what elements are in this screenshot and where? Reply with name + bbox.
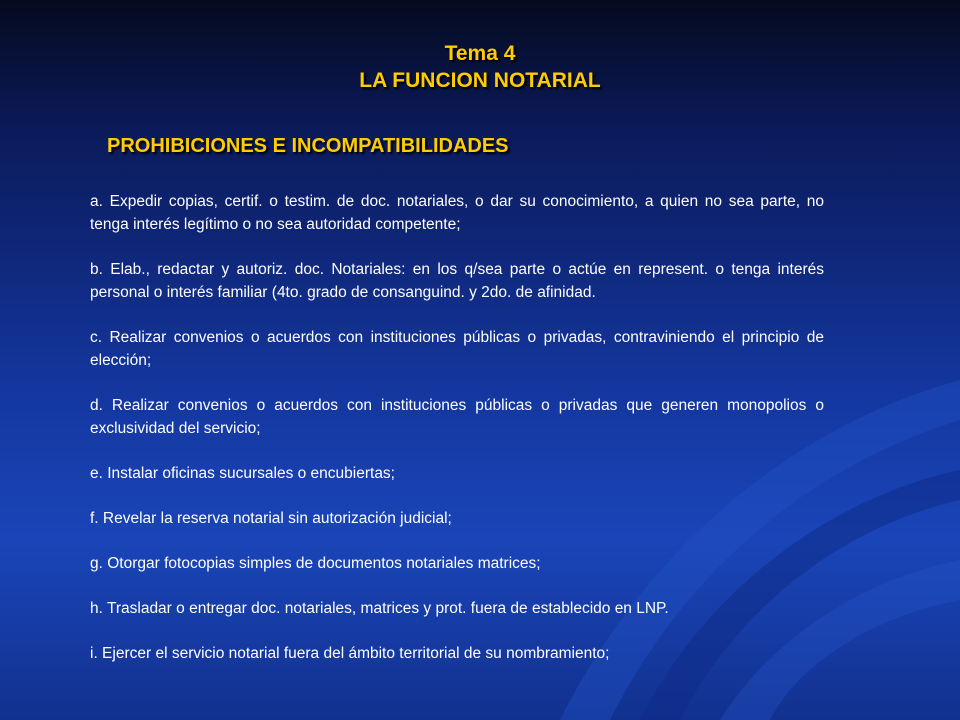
list-item-g: g. Otorgar fotocopias simples de documentos notariales matrices; [90, 555, 541, 572]
list-item-a: a. Expedir copias, certif. o testim. de doc. notariales, o dar su conocimiento, a quien no sea parte, no tenga interés legítimo o no sea autoridad competente; [90, 193, 824, 233]
list-item-b: b. Elab., redactar y autoriz. doc. Notariales: en los q/sea parte o actúe en represent. o tenga interés personal o interés familiar (4to. grado de consanguind. y 2do. de afinidad. [90, 261, 824, 301]
section-heading: PROHIBICIONES E INCOMPATIBILIDADES [107, 135, 509, 157]
list-item-d: d. Realizar convenios o acuerdos con instituciones públicas o privadas que generen monopolios o exclusividad del servicio; [90, 397, 824, 437]
list-item-c: c. Realizar convenios o acuerdos con instituciones públicas o privadas, contraviniendo el principio de elección; [90, 329, 824, 369]
prohibitions-list [90, 190, 824, 687]
list-item-i: i. Ejercer el servicio notarial fuera del ámbito territorial de su nombramiento; [90, 645, 610, 662]
list-item-e: e. Instalar oficinas sucursales o encubiertas; [90, 465, 395, 482]
list-item-f: f. Revelar la reserva notarial sin autorización judicial; [90, 510, 452, 527]
list-item-h: h. Trasladar o entregar doc. notariales, matrices y prot. fuera de establecido en LNP. [90, 600, 669, 617]
slide-subtitle: LA FUNCION NOTARIAL [359, 69, 601, 92]
slide-title: Tema 4 [444, 42, 516, 65]
title-block [0, 40, 960, 94]
